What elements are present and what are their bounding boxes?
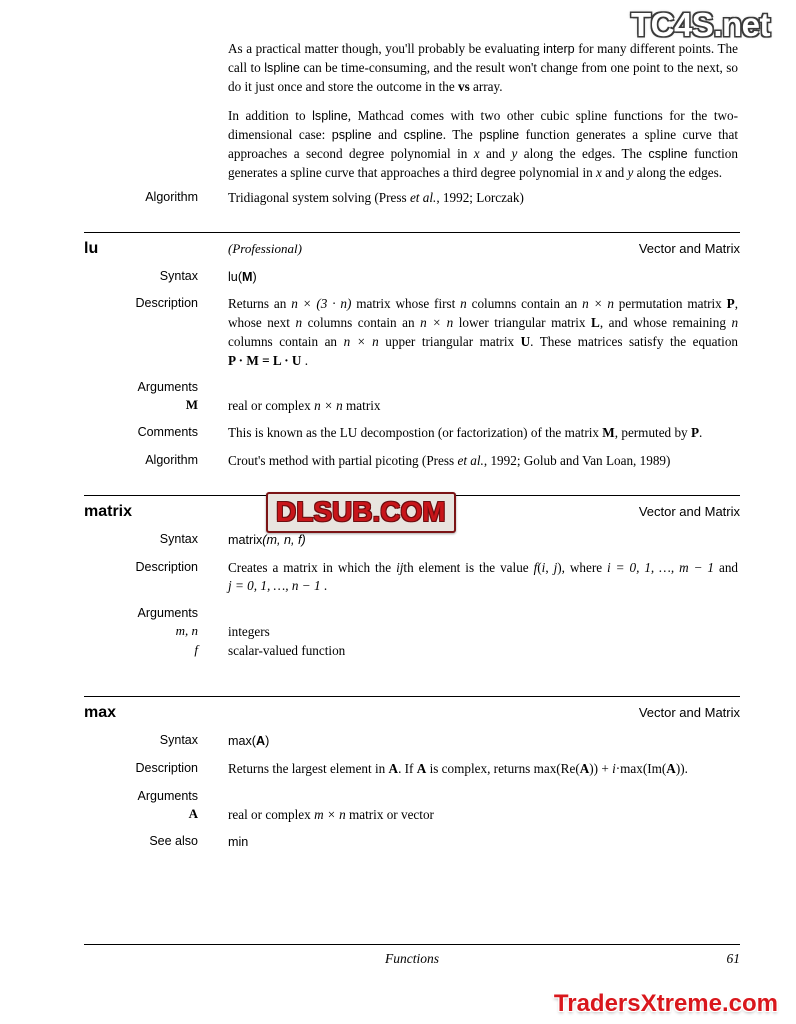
italic-i: i [541, 559, 546, 575]
italic-x: x [596, 165, 602, 181]
text: can be time-consuming, and the result won't change from one point to the next, so do it just once and store the outcome in the [228, 59, 738, 94]
bold-A: A [388, 761, 399, 777]
text: . These matrices satisfy the equation [530, 333, 739, 349]
text: and [479, 146, 512, 162]
entry-name-matrix: matrix [84, 502, 133, 520]
intro-algorithm-label: Algorithm [145, 189, 198, 204]
text: , whose next [228, 296, 738, 331]
lu-algorithm-row [84, 452, 740, 471]
text: , and whose remaining [599, 315, 732, 331]
intro-body [198, 40, 740, 183]
matrix-argument-f-name: f [194, 642, 198, 658]
lu-description-row [84, 295, 740, 370]
text: permutation matrix [613, 296, 727, 312]
intro-paragraph-1 [228, 40, 740, 96]
intro-algorithm-row [84, 189, 740, 208]
entry-category-max: Vector and Matrix [638, 705, 740, 721]
italic-n: n [460, 296, 467, 312]
text: real or complex [228, 806, 315, 822]
text: . The [442, 127, 480, 143]
lu-comments-body [198, 424, 740, 443]
text: )) + [589, 761, 613, 777]
equation-pm-lu: P · M = L · U [228, 352, 302, 368]
max-seealso-body [198, 833, 740, 852]
italic-etal: et al. [457, 453, 484, 469]
entry-qualifier-lu: (Professional) [228, 240, 302, 256]
matrix-argument-mn [84, 622, 740, 641]
matrix-syntax-body [198, 531, 740, 550]
max-arguments-row [84, 788, 740, 805]
text: along the edges. [633, 165, 722, 181]
italic-n: n [731, 315, 739, 331]
matrix-syntax-row [84, 531, 740, 550]
entry-header-max [84, 696, 740, 722]
math-nxn: n × n [420, 315, 454, 331]
text: . If [398, 761, 417, 777]
footer-title: Functions [385, 951, 439, 966]
text: function generates a spline curve that approaches a third degree polynomial in [228, 146, 738, 181]
bold-M: M [602, 425, 615, 441]
matrix-arguments-label: Arguments [137, 606, 198, 621]
matrix-description-text [228, 559, 740, 596]
text: , 1992; Lorczak) [436, 189, 524, 205]
matrix-syntax-label: Syntax [159, 531, 198, 546]
code-arg-M: M [242, 269, 253, 284]
page-footer [84, 944, 740, 967]
code-interp: interp [543, 42, 575, 56]
text: along the edges. The [517, 146, 649, 162]
text: matrix [342, 398, 381, 414]
code-pspline: pspline [479, 128, 520, 143]
lu-argument-M-name: M [185, 397, 198, 413]
lu-algorithm-label: Algorithm [145, 453, 198, 468]
math-nxn: n × n [343, 333, 379, 349]
matrix-arguments-row [84, 605, 740, 622]
max-syntax-body [198, 732, 740, 751]
italic-etal: et al. [409, 189, 437, 205]
text: Returns an [228, 296, 292, 312]
text: . [320, 578, 328, 594]
max-argument-A-name: A [188, 805, 198, 821]
lu-algorithm-text [228, 452, 740, 471]
footer-inner [84, 951, 740, 967]
watermark-middle [266, 492, 456, 533]
lu-comments-text [228, 424, 740, 443]
max-argument-A [84, 805, 740, 824]
max-description-row [84, 760, 740, 779]
matrix-description-label: Description [135, 559, 198, 574]
text: ) [265, 734, 270, 749]
text: ), where [557, 559, 608, 575]
text: th element is the value [403, 559, 534, 575]
max-seealso-row [84, 833, 740, 852]
lu-argument-M [84, 396, 740, 415]
italic-ij: ij [396, 559, 404, 575]
text: real or complex [228, 398, 315, 414]
watermark-top: TC4S.net [630, 6, 770, 43]
bold-P: P [690, 425, 699, 441]
bold-L: L [591, 315, 600, 331]
max-description-label: Description [135, 761, 198, 776]
code-lspline: lspline [264, 60, 300, 75]
text: and [601, 165, 628, 181]
lu-comments-row [84, 424, 740, 443]
italic-j: j [553, 559, 558, 575]
text: Returns the largest element in [228, 761, 389, 777]
italic-i: i [612, 761, 616, 777]
code-lspline: lspline [312, 109, 348, 124]
max-description-text [228, 760, 740, 779]
footer-page-number: 61 [726, 951, 740, 966]
entry-category-lu: Vector and Matrix [638, 240, 740, 256]
text: matrix or vector [345, 806, 434, 822]
text: is complex, returns max(Re( [426, 761, 580, 777]
italic-n: n [295, 315, 303, 331]
math-nxn: n × n [582, 296, 614, 312]
lu-comments-label: Comments [137, 425, 198, 440]
text: As a practical matter though, you'll probably be evaluating [228, 41, 544, 56]
text: function generates a spline curve that approaches a second degree polynomial in [228, 127, 739, 162]
matrix-argument-mn-name: m, n [175, 623, 198, 639]
text: ( [237, 269, 243, 284]
entry-name-lu: lu [84, 239, 99, 257]
italic-y: y [627, 165, 634, 181]
text: lower triangular matrix [453, 315, 592, 331]
max-description-body [198, 760, 740, 779]
text: and [371, 127, 404, 143]
text: This is known as the LU decompostion (or factorization) of the matrix [228, 425, 603, 441]
lu-description-text [228, 295, 740, 370]
text: array. [469, 78, 503, 94]
lu-arguments-label: Arguments [137, 380, 198, 395]
code-matrix: matrix [228, 532, 263, 547]
text: ( [537, 559, 542, 575]
lu-algorithm-body [198, 452, 740, 471]
italic-x: x [473, 146, 480, 162]
lu-syntax-body [198, 268, 740, 287]
bold-U: U [520, 333, 531, 349]
text: , permuted by [614, 425, 691, 441]
math-n-3n: n × (3 · n) [291, 296, 352, 312]
lu-arguments-row [84, 379, 740, 396]
text: ·max(Im( [615, 761, 667, 777]
bold-A: A [416, 761, 427, 777]
matrix-description-row [84, 559, 740, 596]
text: Crout's method with partial picoting (Press [228, 453, 458, 469]
text: . [301, 352, 309, 368]
code-pspline: pspline [331, 128, 372, 143]
intro-algorithm-body [198, 189, 740, 208]
link-min[interactable]: min [228, 835, 249, 849]
text: Tridiagonal system solving (Press [228, 189, 410, 205]
matrix-description-body [198, 559, 740, 596]
code-lu: lu [228, 269, 238, 284]
code-max: max [228, 734, 252, 749]
math-nxn: n × n [314, 398, 343, 414]
text: columns contain an [228, 333, 344, 349]
text: matrix whose first [351, 296, 461, 312]
intro-algorithm-text [228, 189, 740, 208]
math-i-range: i = 0, 1, …, m − 1 [607, 559, 715, 575]
text: ( [251, 734, 256, 749]
lu-syntax-label: Syntax [159, 268, 198, 283]
text: )). [675, 761, 688, 777]
bold-P: P [726, 296, 735, 312]
max-seealso-label: See also [149, 834, 198, 848]
lu-description-label: Description [135, 296, 198, 311]
code-cspline: cspline [403, 128, 443, 143]
code-arg-A: A [256, 734, 266, 749]
matrix-argument-f [84, 641, 740, 660]
code-matrix-args: (m, n, f) [262, 532, 306, 547]
entry-name-max: max [84, 704, 117, 722]
text: , 1992; Golub and Van Loan, 1989) [483, 453, 671, 469]
text: and [714, 559, 739, 575]
entry-header-lu [84, 232, 740, 258]
text: , [545, 559, 554, 575]
text: upper triangular matrix [378, 333, 521, 349]
italic-f: f [533, 559, 538, 575]
math-mxn: m × n [314, 806, 346, 822]
lu-description-body [198, 295, 740, 370]
text: columns contain an [302, 315, 421, 331]
page-content [84, 40, 740, 852]
text: , Mathcad comes with two other cubic spline functions for the two-dimensional case: [228, 108, 738, 143]
text: Creates a matrix in which the [228, 559, 397, 575]
entry-category-matrix: Vector and Matrix [638, 503, 740, 519]
math-j-range: j = 0, 1, …, n − 1 [228, 578, 321, 594]
bold-A: A [579, 761, 590, 777]
code-cspline: cspline [648, 147, 688, 162]
text: for many different points. The call to [228, 41, 739, 75]
lu-syntax-row [84, 268, 740, 287]
matrix-argument-mn-desc: integers [228, 624, 270, 640]
intro-block [84, 40, 740, 183]
watermark-bottom: TradersXtreme.com [553, 990, 778, 1017]
watermark-middle-text: DLSUB.COM [276, 496, 446, 527]
bold-A: A [666, 761, 676, 777]
max-syntax-label: Syntax [159, 733, 198, 748]
bold-vs: vs [458, 78, 470, 94]
text: . [699, 425, 703, 441]
text: columns contain an [466, 296, 583, 312]
italic-y: y [511, 146, 518, 162]
matrix-argument-f-desc: scalar-valued function [228, 643, 346, 659]
max-argument-A-desc [198, 805, 740, 824]
intro-paragraph-2 [228, 107, 740, 182]
max-arguments-label: Arguments [137, 788, 198, 803]
max-syntax-row [84, 732, 740, 751]
text: ) [252, 269, 257, 284]
lu-argument-M-desc [198, 396, 740, 415]
text: In addition to [228, 108, 313, 124]
